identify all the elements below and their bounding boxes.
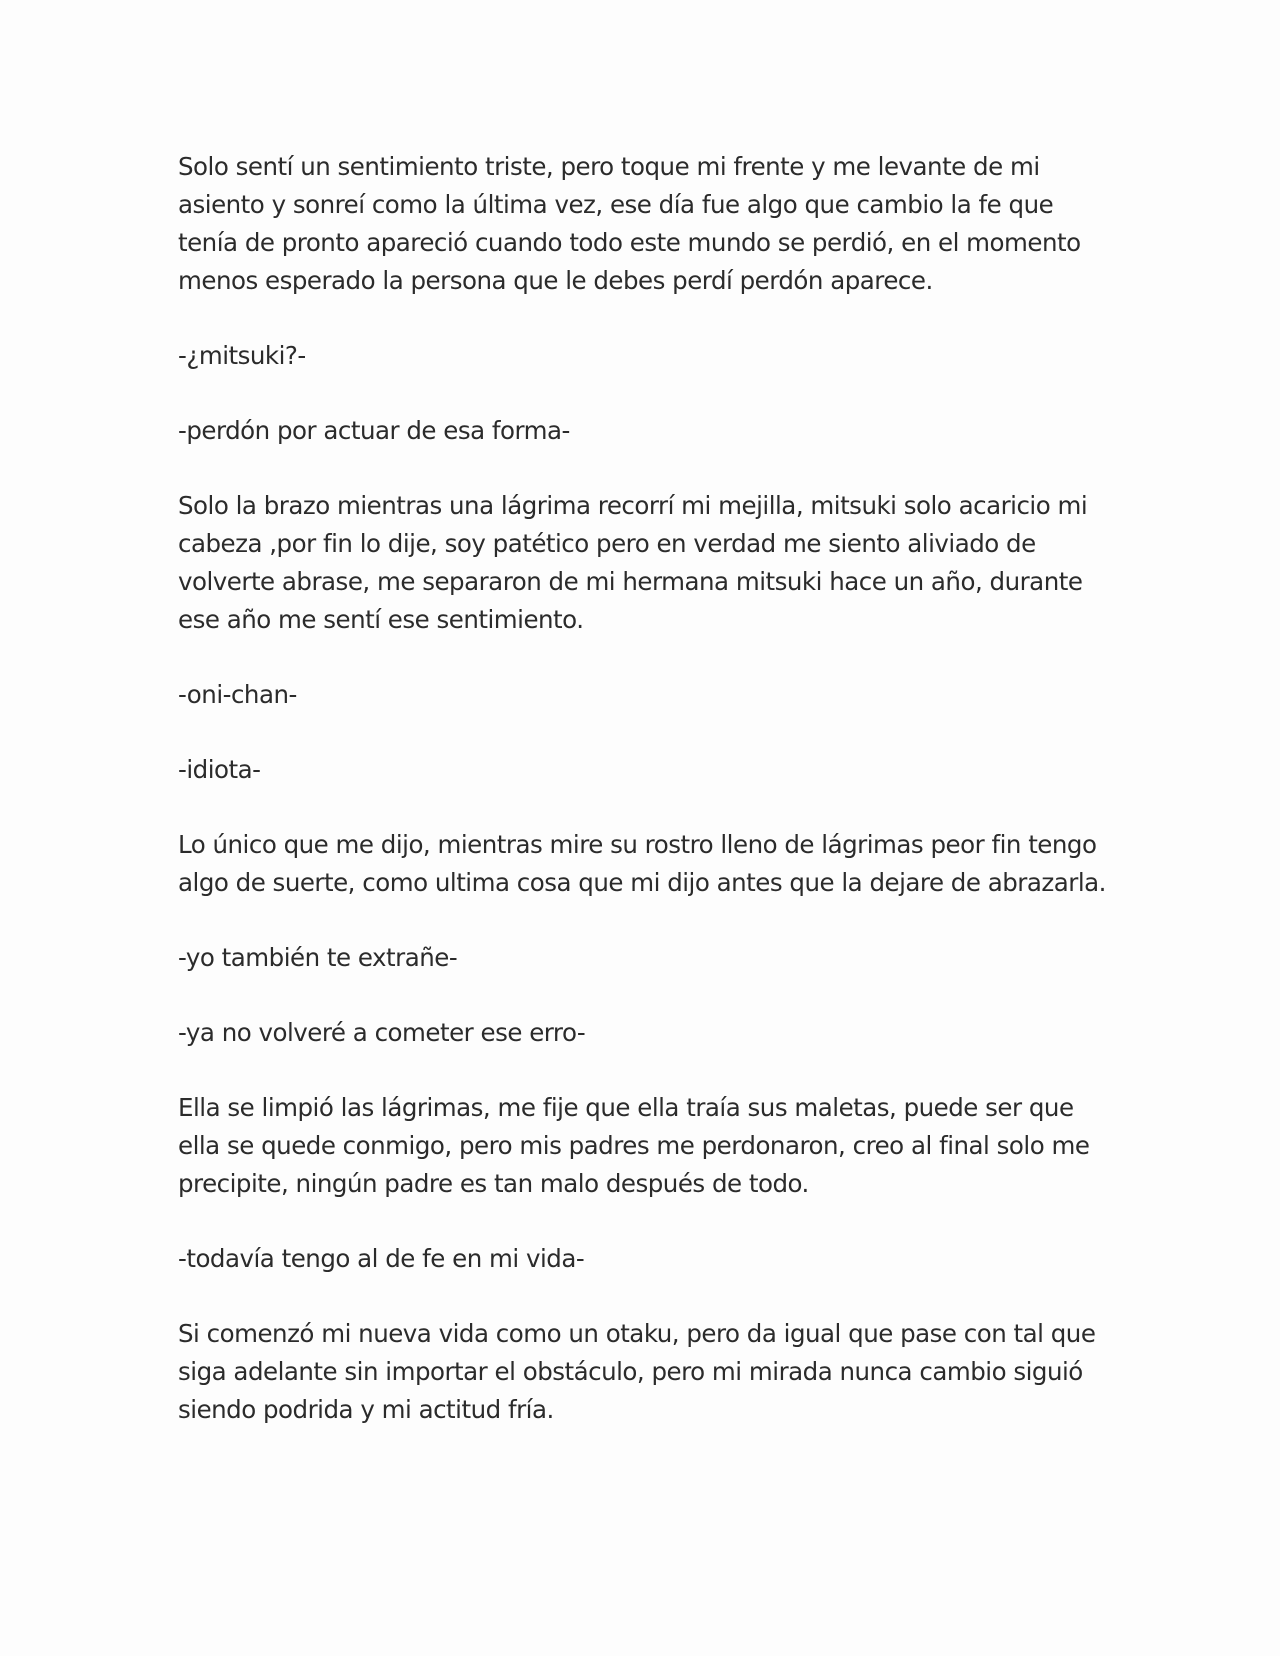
- dialogue-faith: -todavía tengo al de fe en mi vida-: [178, 1244, 585, 1273]
- paragraph-3: Lo único que me dijo, mientras mire su rostro lleno de lágrimas peor fin tengo algo de suerte, como ultima cosa que mi dijo antes que la dejare de abrazarla.: [178, 830, 1106, 897]
- paragraph-4: Ella se limpió las lágrimas, me fije que ella traía sus maletas, puede ser que ella se quede conmigo, pero mis padres me perdonaron, creo al final solo me precipite, ningún padre es tan malo después de todo.: [178, 1093, 1090, 1198]
- dialogue-oni-chan: -oni-chan-: [178, 680, 297, 709]
- dialogue-mitsuki: -¿mitsuki?-: [178, 341, 306, 370]
- dialogue-idiota: -idiota-: [178, 755, 261, 784]
- dialogue-apology: -perdón por actuar de esa forma-: [178, 416, 570, 445]
- dialogue-missed-you: -yo también te extrañe-: [178, 943, 458, 972]
- document-page: [178, 148, 1118, 1466]
- dialogue-no-mistake: -ya no volveré a cometer ese erro-: [178, 1018, 586, 1047]
- paragraph-2: Solo la brazo mientras una lágrima recorrí mi mejilla, mitsuki solo acaricio mi cabeza ,por fin lo dije, soy patético pero en verdad me siento aliviado de volverte abrase, me separaron de mi hermana mitsuki hace un año, durante ese año me sentí ese sentimiento.: [178, 491, 1088, 634]
- paragraph-5: Si comenzó mi nueva vida como un otaku, pero da igual que pase con tal que siga adelante sin importar el obstáculo, pero mi mirada nunca cambio siguió siendo podrida y mi actitud fría.: [178, 1319, 1096, 1424]
- paragraph-1: Solo sentí un sentimiento triste, pero toque mi frente y me levante de mi asiento y sonreí como la última vez, ese día fue algo que cambio la fe que tenía de pronto apareció cuando todo este mundo se perdió, en el momento menos esperado la persona que le debes perdí perdón aparece.: [178, 152, 1081, 295]
